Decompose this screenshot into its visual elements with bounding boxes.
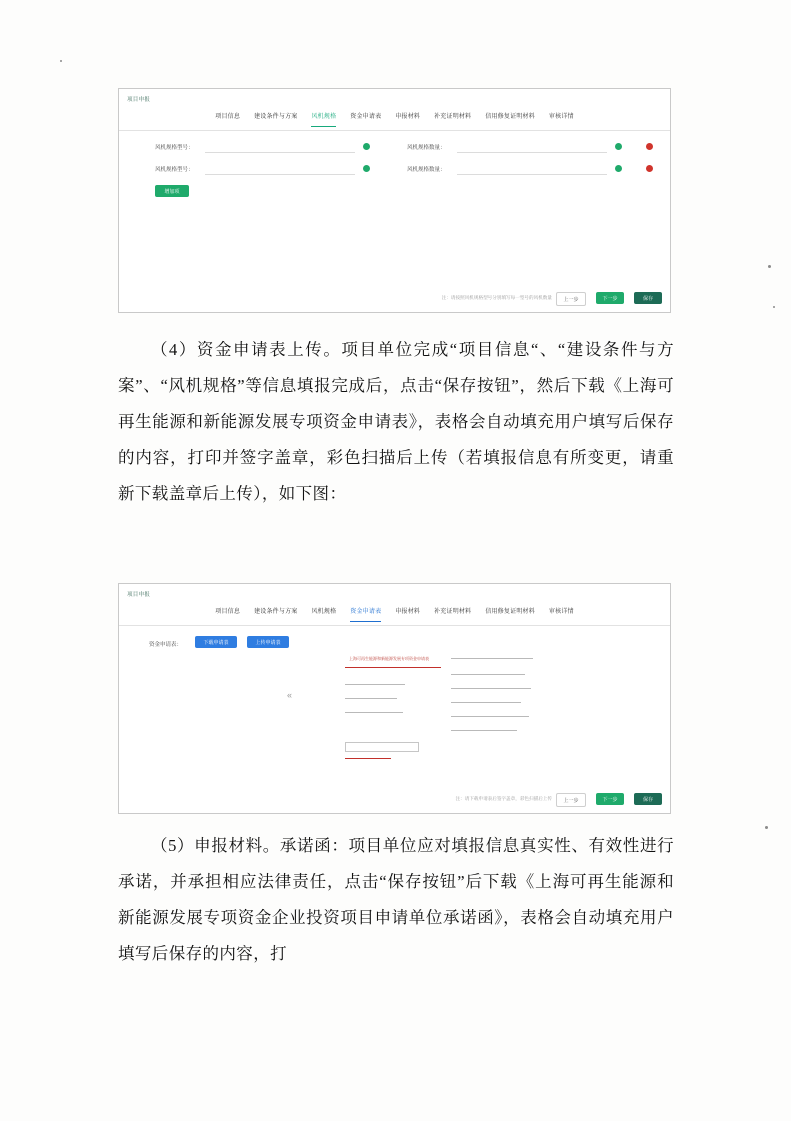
next-step-button[interactable]: 下一步 <box>596 292 624 304</box>
preview-line <box>345 712 403 713</box>
tab-supplementary-materials[interactable]: 补充证明材料 <box>434 609 472 615</box>
prev-page-arrows-icon[interactable]: « <box>287 690 293 700</box>
remove-row-red-icon[interactable] <box>646 143 653 150</box>
preview-line <box>451 674 525 675</box>
preview-line <box>451 702 521 703</box>
turbine-count-input[interactable] <box>457 141 607 153</box>
prev-step-button[interactable]: 上一步 <box>556 793 586 807</box>
save-button[interactable]: 保存 <box>634 292 662 304</box>
figure-funding-application-screenshot <box>118 583 671 814</box>
status-indicator-green-icon <box>363 143 370 150</box>
turbine-model-input[interactable] <box>205 141 355 153</box>
tab-review-details[interactable]: 审核详情 <box>548 609 574 615</box>
preview-line <box>345 684 405 685</box>
tab-divider <box>119 130 670 131</box>
figure-wind-turbine-spec-screenshot <box>118 88 671 313</box>
remove-row-red-icon[interactable] <box>646 165 653 172</box>
table-row <box>119 137 670 159</box>
tab-construction-conditions[interactable]: 建设条件与方案 <box>254 609 298 615</box>
app-title: 项目申报 <box>127 592 151 598</box>
tab-funding-application[interactable]: 资金申请表 <box>350 114 382 120</box>
document-preview[interactable] <box>287 654 557 774</box>
tab-bar[interactable] <box>119 606 670 622</box>
add-item-button[interactable]: 增加项 <box>155 185 189 197</box>
footer-note: 注：请下载申请表后签字盖章，彩色扫描后上传 <box>455 796 552 801</box>
status-indicator-green-icon <box>363 165 370 172</box>
app-title: 项目申报 <box>127 97 151 103</box>
tab-construction-conditions[interactable]: 建设条件与方案 <box>254 114 298 120</box>
preview-line <box>451 730 517 731</box>
turbine-count-label: 风机规格数量： <box>407 145 446 151</box>
paragraph-5-text: （5）申报材料。承诺函：项目单位应对填报信息真实性、有效性进行承诺，并承担相应法律责任，点击“保存按钮”后下载《上海可再生能源和新能源发展专项资金企业投资项目申请单位承诺函》，表格会自动填充用户填写后保存的内容，打 <box>118 836 674 963</box>
tab-bar[interactable] <box>119 111 670 127</box>
tab-credit-repair-materials[interactable]: 信用修复证明材料 <box>485 114 535 120</box>
preview-line <box>451 658 533 659</box>
paragraph-5 <box>118 828 674 972</box>
prev-step-button[interactable]: 上一步 <box>556 292 586 306</box>
funding-application-label: 资金申请表： <box>149 642 183 648</box>
tab-review-details[interactable]: 审核详情 <box>548 114 574 120</box>
preview-red-underline <box>345 758 391 759</box>
add-row-green-icon[interactable] <box>615 143 622 150</box>
table-row <box>119 159 670 181</box>
preview-box <box>345 742 419 752</box>
turbine-model-label: 风机规格型号： <box>155 167 194 173</box>
save-button[interactable]: 保存 <box>634 793 662 805</box>
preview-line <box>451 716 529 717</box>
scan-speck <box>773 306 775 308</box>
spec-row-list <box>119 137 670 181</box>
paragraph-4-text: （4）资金申请表上传。项目单位完成“项目信息“、“建设条件与方案”、“风机规格”等信息填报完成后，点击“保存按钮”，然后下载《上海可再生能源和新能源发展专项资金申请表》，表格会自动填充用户填写后保存的内容，打印并签字盖章，彩色扫描后上传（若填报信息有所变更，请重新下载盖章后上传），如下图： <box>118 340 674 503</box>
turbine-model-input[interactable] <box>205 163 355 175</box>
tab-application-materials[interactable]: 申报材料 <box>395 609 421 615</box>
next-step-button[interactable]: 下一步 <box>596 793 624 805</box>
tab-turbine-spec[interactable]: 风机规格 <box>311 609 337 615</box>
footer-note: 注：请按照风机规格型号分别填写每一型号的风机数量 <box>441 295 552 300</box>
scan-speck <box>768 265 771 268</box>
figure2-footer-bar <box>119 793 670 807</box>
figure1-footer-bar <box>119 292 670 306</box>
preview-underline <box>345 667 441 668</box>
tab-application-materials[interactable]: 申报材料 <box>395 114 421 120</box>
tab-divider <box>119 625 670 626</box>
preview-line <box>451 688 531 689</box>
tab-project-info[interactable]: 项目信息 <box>215 114 241 120</box>
turbine-count-input[interactable] <box>457 163 607 175</box>
scan-speck <box>60 60 62 62</box>
upload-form-button[interactable]: 上传申请表 <box>247 636 289 648</box>
tab-turbine-spec[interactable]: 风机规格 <box>311 111 336 127</box>
download-form-button[interactable]: 下载申请表 <box>195 636 237 648</box>
preview-title: 上海可再生能源和新能源发展专项资金申请表 <box>349 656 429 661</box>
tab-credit-repair-materials[interactable]: 信用修复证明材料 <box>485 609 535 615</box>
scan-speck <box>765 826 768 829</box>
turbine-model-label: 风机规格型号： <box>155 145 194 151</box>
tab-funding-application[interactable]: 资金申请表 <box>350 606 381 622</box>
tab-supplementary-materials[interactable]: 补充证明材料 <box>434 114 472 120</box>
preview-line <box>345 698 397 699</box>
add-row-green-icon[interactable] <box>615 165 622 172</box>
turbine-count-label: 风机规格数量： <box>407 167 446 173</box>
paragraph-4 <box>118 332 674 512</box>
tab-project-info[interactable]: 项目信息 <box>215 609 241 615</box>
